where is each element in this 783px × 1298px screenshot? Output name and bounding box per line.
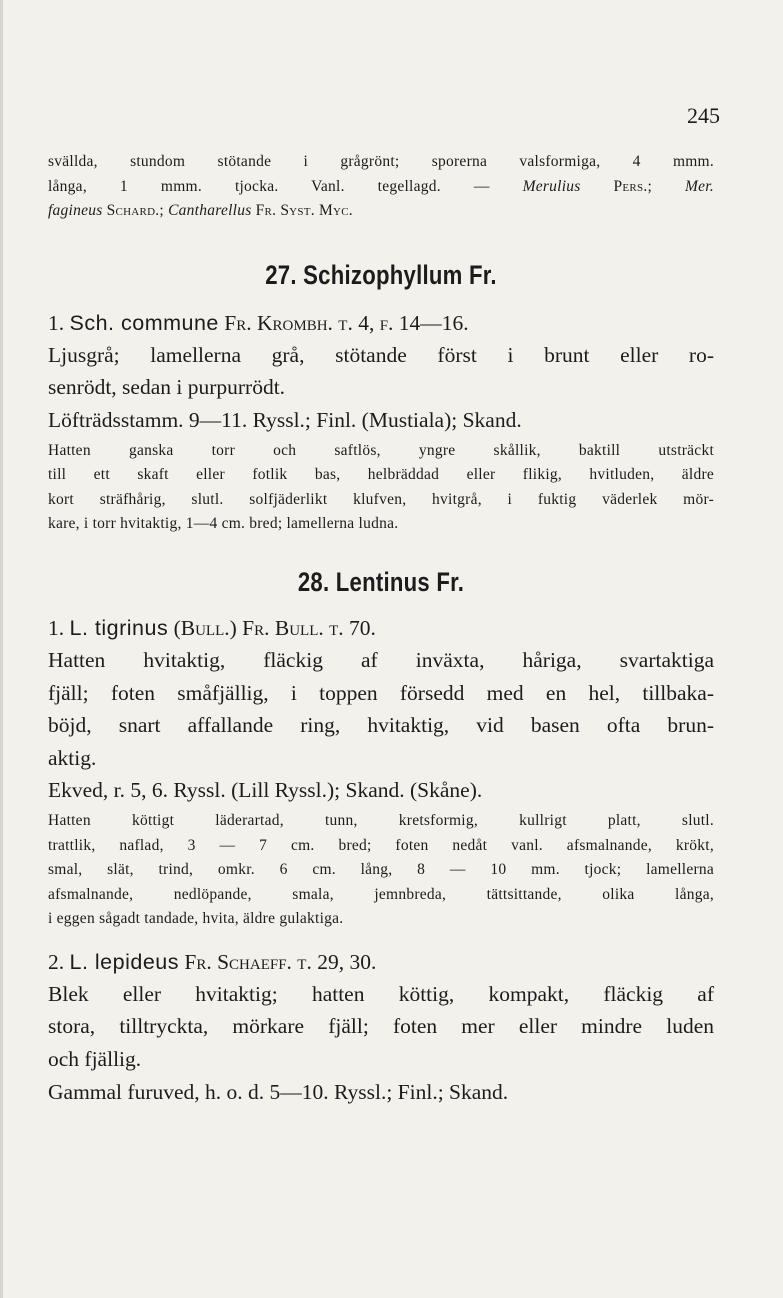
detail-line-3: smal, slät, trind, omkr. 6 cm. lång, 8 — 10 mm. tjock; lamellerna	[48, 861, 714, 879]
species-fagineus: fagineus	[48, 202, 103, 220]
genus-cantharellus: Cantharellus	[168, 202, 252, 220]
species-name: L. tigrinus	[69, 615, 169, 640]
species-habitat: Ekved, r. 5, 6. Ryssl. (Lill Ryssl.); Skand. (Skåne).	[48, 778, 483, 803]
detail-line-4: kare, i torr hvitaktig, 1—4 cm. bred; lamellerna ludna.	[48, 515, 399, 533]
desc-line-1: Blek eller hvitaktig; hatten köttig, kompakt, fläckig af	[48, 981, 714, 1006]
desc-line-4: aktig.	[48, 745, 97, 770]
species-authority: Fr. Krombh. t. 4, f. 14—16.	[224, 310, 469, 335]
page-content	[48, 150, 714, 1108]
species-number: 1.	[48, 615, 65, 640]
section-heading-schizophyllum: 27. Schizophyllum Fr.	[265, 259, 497, 290]
species-entry-l-lepideus	[48, 946, 714, 978]
species-name: Sch. commune	[69, 310, 219, 335]
species-detail	[48, 809, 714, 932]
genus-merulius: Merulius	[522, 177, 581, 195]
desc-line-3: böjd, snart affallande ring, hvitaktig, vid basen ofta brun-	[48, 713, 714, 738]
intro-line-3-text-a: Schard.;	[102, 202, 169, 220]
intro-line-2-text-a: långa, 1 mmm. tjocka. Vanl. tegellagd. —	[48, 177, 523, 195]
intro-line-2-text-b: Pers.;	[580, 177, 686, 195]
desc-line-2: fjäll; foten småfjällig, i toppen försedd med en hel, tillbaka-	[48, 680, 714, 705]
desc-line-2: senrödt, sedan i purpurrödt.	[48, 375, 286, 400]
intro-line-3	[48, 199, 714, 224]
intro-paragraph	[48, 150, 714, 224]
species-description	[48, 339, 714, 404]
detail-line-2: till ett skaft eller fotlik bas, helbräddad eller flikig, hvitluden, äldre	[48, 466, 714, 484]
desc-line-3: och fjällig.	[48, 1047, 142, 1072]
species-description	[48, 644, 714, 774]
page-number: 245	[687, 103, 720, 128]
species-authority: (Bull.) Fr. Bull. t. 70.	[173, 615, 376, 640]
genus-mer: Mer.	[685, 177, 714, 195]
detail-line-5: i eggen sågadt tandade, hvita, äldre gulaktiga.	[48, 910, 344, 928]
detail-line-1: Hatten ganska torr och saftlös, yngre skållik, baktill utsträckt	[48, 441, 714, 459]
species-entry-l-tigrinus	[48, 612, 714, 644]
species-authority: Fr. Schaeff. t. 29, 30.	[184, 949, 377, 974]
species-name: L. lepideus	[69, 949, 179, 974]
section-heading-lentinus: 28. Lentinus Fr.	[297, 566, 465, 597]
desc-line-1: Ljusgrå; lamellerna grå, stötande först i brunt eller ro-	[48, 342, 714, 367]
species-habitat: Gammal furuved, h. o. d. 5—10. Ryssl.; Finl.; Skand.	[48, 1079, 509, 1104]
detail-line-1: Hatten köttigt läderartad, tunn, kretsformig, kullrigt platt, slutl.	[48, 811, 714, 829]
species-number: 2.	[48, 949, 65, 974]
desc-line-1: Hatten hvitaktig, fläckig af inväxta, håriga, svartaktiga	[48, 647, 714, 672]
species-number: 1.	[48, 310, 65, 335]
species-habitat: Löfträdsstamm. 9—11. Ryssl.; Finl. (Mustiala); Skand.	[48, 407, 522, 432]
intro-line-1: svällda, stundom stötande i grågrönt; sporerna valsformiga, 4 mmm.	[48, 153, 714, 170]
detail-line-3: kort sträfhårig, slutl. solfjäderlikt klufven, hvitgrå, i fuktig väderlek mör-	[48, 490, 714, 508]
detail-line-4: afsmalnande, nedlöpande, smala, jemnbreda, tättsittande, olika långa,	[48, 885, 714, 903]
intro-line-3-text-b: Fr. Syst. Myc.	[251, 202, 353, 220]
species-entry-sch-commune	[48, 307, 714, 339]
intro-line-2	[48, 175, 714, 200]
page-edge	[0, 0, 3, 1298]
species-detail	[48, 439, 714, 537]
detail-line-2: trattlik, naflad, 3 — 7 cm. bred; foten nedåt vanl. afsmalnande, krökt,	[48, 836, 714, 854]
species-description	[48, 978, 714, 1076]
desc-line-2: stora, tilltryckta, mörkare fjäll; foten mer eller mindre luden	[48, 1014, 714, 1039]
